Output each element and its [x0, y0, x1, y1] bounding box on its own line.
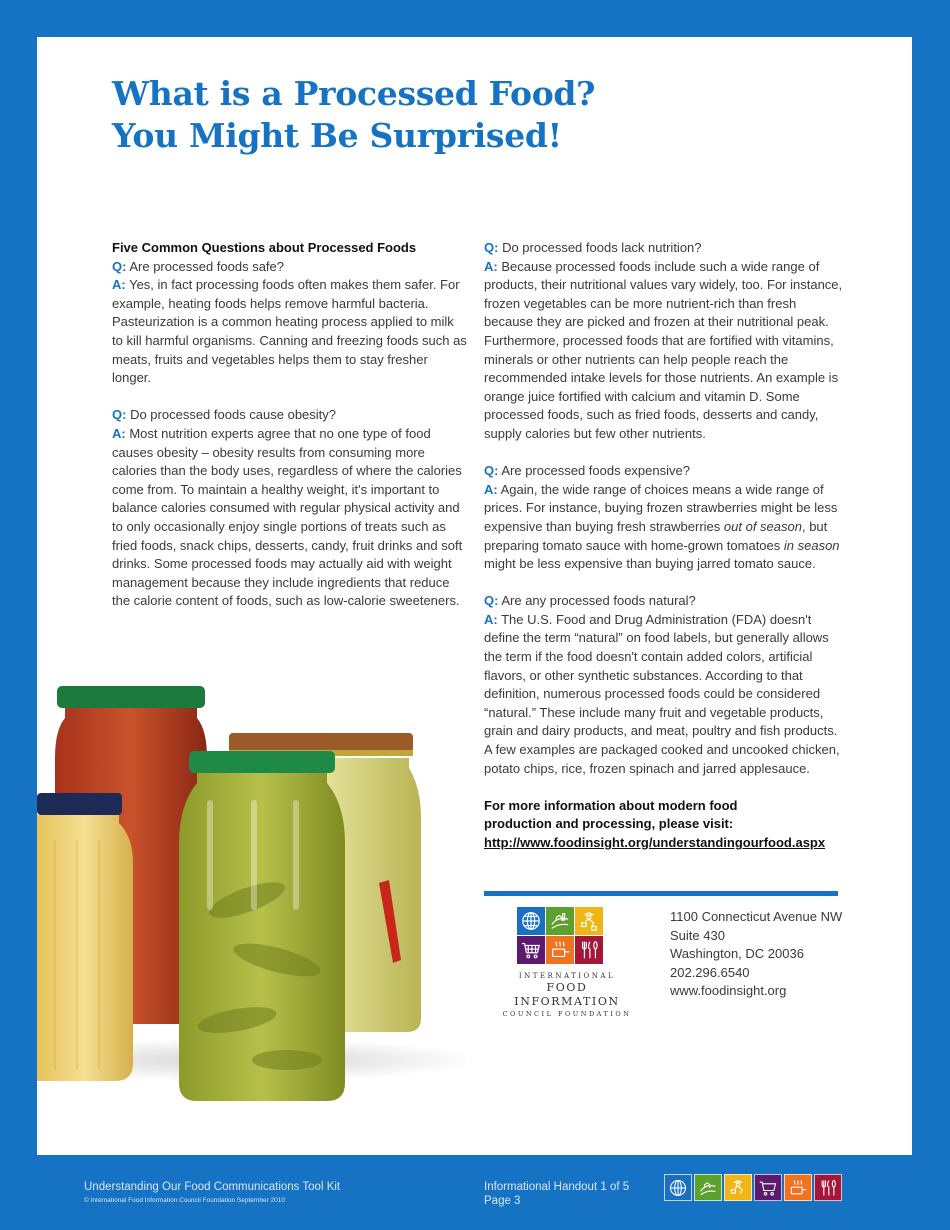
qa-item-natural — [484, 592, 844, 778]
utensils-icon — [575, 936, 603, 964]
page-title — [112, 73, 712, 157]
answer: A: Because processed foods include such a wide range of products, their nutritional values vary widely, too. For instance, frozen vegetables can be more nutrient-rich than fresh because they are picked and frozen at their nutritional peak. Furthermore, processed foods that are fortified with vitamins, minerals or other nutrients can help people reach the recommended intake levels for those nutrients. An example is orange juice fortified with calcium and vitamin D. Some processed foods, such as fried foods, desserts and candy, supply calories but few other nutrients. — [484, 258, 843, 441]
answer: A: Again, the wide range of choices means a wide range of prices. For instance, buying frozen strawberries might be less expensive than buying fresh strawberries out of season, but preparing tomato sauce with home-grown tomatoes in season might be less expensive than buying jarred tomato sauce. — [484, 481, 840, 572]
question: Q: Are processed foods safe? — [112, 258, 284, 274]
globe-icon — [664, 1174, 692, 1201]
footer-left — [84, 1180, 340, 1208]
cooking-pot-icon — [784, 1174, 812, 1201]
qa-item-expensive — [484, 462, 844, 574]
answer: A: Most nutrition experts agree that no one type of food causes obesity – obesity results from consuming more calories than the body uses, regardless of where the calories come from. To maintain a healthy weight, it's important to balance calories consumed with regular physical activity and to only occasionally enjoy single portions of treats such as fried foods, snack chips, desserts, candy, fruit drinks and soft drinks. Some processed foods may actually aid with weight management because they include ingredients that reduce the calorie content of foods, such as low-calorie sweeteners. — [112, 425, 463, 609]
left-column — [112, 239, 467, 629]
toolkit-title: Understanding Our Food Communications Tool Kit — [84, 1181, 341, 1193]
qa-item-nutrition — [484, 239, 844, 444]
farm-icon — [694, 1174, 722, 1201]
more-info-text: For more information about modern food production and processing, please visit: — [484, 797, 738, 832]
right-column — [484, 239, 844, 853]
question: Q: Are any processed foods natural? — [484, 593, 696, 609]
footer-handout-info — [484, 1180, 629, 1208]
section-divider — [484, 891, 838, 896]
shopping-cart-icon — [517, 936, 545, 964]
question: Q: Are processed foods expensive? — [484, 463, 690, 479]
answer: A: The U.S. Food and Drug Administration (FDA) doesn't define the term “natural” on food labels, but generally allows the term if the food doesn't contain added colors, artificial flavors, or other synthetic substances. According to that definition, numerous processed foods could be considered “natural.” These include many fruit and vegetable products, grain and dairy products, and meat, poultry and fish products. A few examples are packaged cooked and uncooked chicken, potato chips, rice, frozen spinach and jarred applesauce. — [484, 611, 840, 776]
logo-wordmark: INTERNATIONAL FOOD INFORMATION COUNCIL FOUNDATION — [502, 972, 632, 1018]
qa-item-obesity — [112, 406, 467, 611]
address-website[interactable]: www.foodinsight.org — [670, 983, 787, 999]
more-info — [484, 797, 844, 853]
section-heading: Five Common Questions about Processed Foods — [112, 240, 417, 255]
question: Q: Do processed foods cause obesity? — [112, 407, 337, 423]
page-number: Page 3 — [484, 1195, 521, 1207]
address-street: 1100 Connecticut Avenue NW — [670, 909, 843, 924]
title-line-1: What is a Processed Food? — [112, 74, 596, 113]
address-city: Washington, DC 20036 — [670, 946, 804, 962]
jars-photo — [37, 680, 467, 1110]
qa-item-safe — [112, 258, 467, 388]
title-line-2: You Might Be Surprised! — [112, 116, 562, 155]
shopping-cart-icon — [754, 1174, 782, 1201]
globe-icon — [517, 907, 545, 935]
question: Q: Do processed foods lack nutrition? — [484, 240, 702, 255]
farmer-icon — [724, 1174, 752, 1201]
contact-address — [670, 908, 842, 1001]
copyright: © International Food Information Council Foundation September 2010 — [84, 1197, 285, 1204]
logo-tiles — [517, 907, 604, 965]
footer-icon-strip — [664, 1174, 842, 1201]
address-suite: Suite 430 — [670, 927, 725, 943]
utensils-icon — [814, 1174, 842, 1201]
address-phone: 202.296.6540 — [670, 964, 750, 980]
handout-page — [37, 37, 912, 1155]
farmer-icon — [575, 907, 603, 935]
more-info-link[interactable]: http://www.foodinsight.org/understandingourfood.aspx — [484, 835, 826, 850]
answer: A: Yes, in fact processing foods often makes them safer. For example, heating foods helps remove harmful bacteria. Pasteurization is a common heating process applied to milk to kill harmful organisms. Canning and freezing foods such as meats, fruits and vegetables helps them to stay fresher longer. — [112, 277, 467, 386]
farm-icon — [546, 907, 574, 935]
cooking-pot-icon — [546, 936, 574, 964]
handout-number: Informational Handout 1 of 5 — [484, 1181, 630, 1193]
